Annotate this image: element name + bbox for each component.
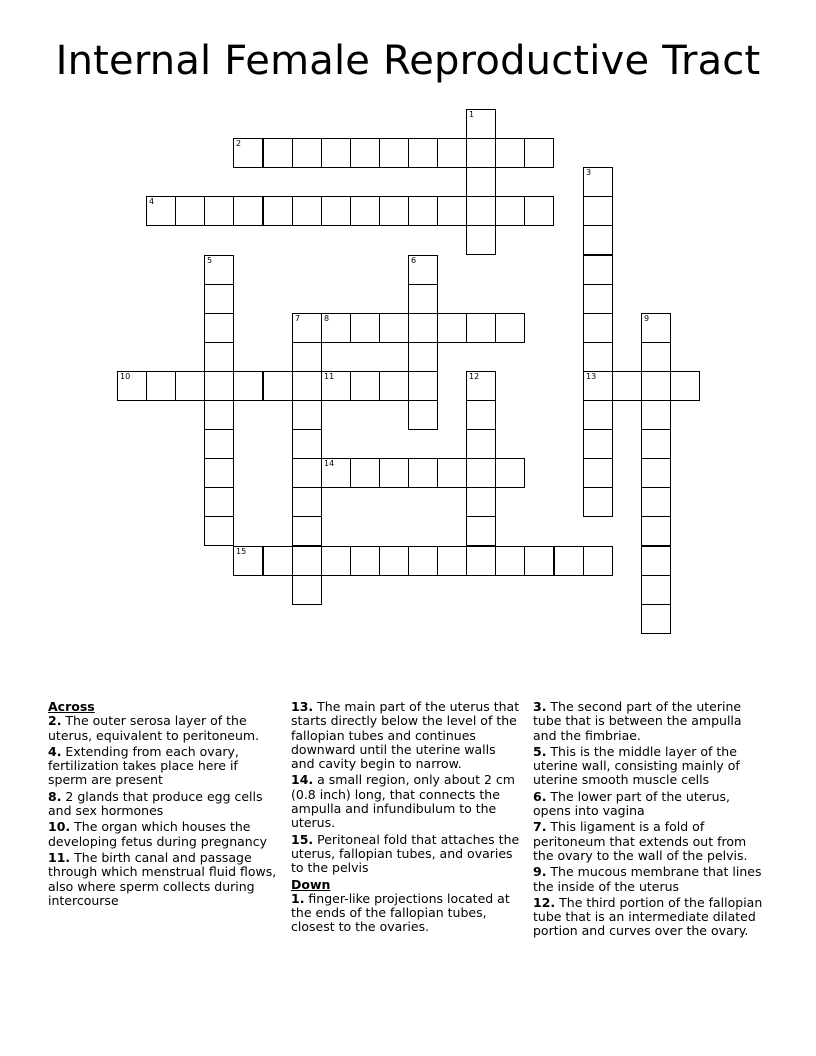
grid-cell[interactable]	[350, 371, 380, 401]
grid-cell[interactable]	[670, 371, 700, 401]
grid-cell[interactable]	[641, 400, 671, 430]
grid-cell[interactable]	[204, 516, 234, 546]
grid-cell[interactable]	[466, 167, 496, 197]
grid-cell[interactable]	[583, 371, 613, 401]
across-clue-10	[48, 820, 280, 849]
grid-cell[interactable]	[583, 429, 613, 459]
clue-text: finger-like projections located at the ends of the fallopian tubes, closest to the ovaries.	[291, 890, 510, 935]
grid-cell[interactable]	[495, 546, 525, 576]
grid-cell[interactable]	[204, 342, 234, 372]
puzzle-title: Internal Female Reproductive Tract	[55, 38, 761, 84]
grid-cell[interactable]	[466, 371, 496, 401]
down-clue-3	[533, 700, 768, 743]
clue-number: 7.	[533, 819, 547, 835]
grid-cell[interactable]	[292, 400, 322, 430]
grid-cell[interactable]	[321, 458, 351, 488]
grid-cell[interactable]	[292, 487, 322, 517]
clue-text: This is the middle layer of the uterine wall, consisting mainly of uterine smooth muscle cells	[533, 743, 740, 788]
grid-cell[interactable]	[641, 458, 671, 488]
grid-cell[interactable]	[437, 313, 467, 343]
grid-cell[interactable]	[408, 342, 438, 372]
grid-cell[interactable]	[292, 138, 322, 168]
clue-number-label: 15	[236, 547, 247, 556]
grid-cell[interactable]	[466, 487, 496, 517]
clue-number-label: 5	[207, 256, 213, 265]
grid-cell[interactable]	[175, 371, 205, 401]
grid-cell[interactable]	[379, 371, 409, 401]
across-clue-8	[48, 790, 280, 819]
grid-cell[interactable]	[292, 575, 322, 605]
grid-cell[interactable]	[263, 138, 293, 168]
clue-text: a small region, only about 2 cm (0.8 inch) long, that connects the ampulla and infundibulum to the uterus.	[291, 772, 515, 831]
grid-cell[interactable]	[466, 400, 496, 430]
grid-cell[interactable]	[263, 371, 293, 401]
clue-number: 9.	[533, 864, 547, 880]
grid-cell[interactable]	[204, 313, 234, 343]
clue-text: Extending from each ovary, fertilization takes place here if sperm are present	[48, 743, 239, 788]
grid-cell[interactable]	[583, 255, 613, 285]
grid-cell[interactable]	[233, 196, 263, 226]
grid-cell[interactable]	[321, 546, 351, 576]
grid-cell[interactable]	[583, 284, 613, 314]
clue-number-label: 1	[469, 110, 475, 119]
grid-cell[interactable]	[350, 138, 380, 168]
down-clue-6	[533, 790, 768, 819]
clue-text: The mucous membrane that lines the inside of the uterus	[533, 864, 762, 894]
clue-number-label: 4	[149, 197, 155, 206]
grid-cell[interactable]	[204, 458, 234, 488]
grid-cell[interactable]	[466, 225, 496, 255]
grid-cell[interactable]	[408, 196, 438, 226]
grid-cell[interactable]	[437, 196, 467, 226]
grid-cell[interactable]	[379, 546, 409, 576]
clue-number: 15.	[291, 831, 314, 847]
grid-cell[interactable]	[292, 342, 322, 372]
clue-number-label: 7	[295, 314, 301, 323]
grid-cell[interactable]	[466, 429, 496, 459]
grid-cell[interactable]	[379, 138, 409, 168]
grid-cell[interactable]	[583, 400, 613, 430]
clue-number-label: 3	[586, 168, 592, 177]
grid-cell[interactable]	[495, 313, 525, 343]
grid-cell[interactable]	[204, 371, 234, 401]
clues-column-1	[48, 700, 280, 910]
grid-cell[interactable]	[263, 546, 293, 576]
clue-number: 11.	[48, 849, 71, 865]
grid-cell[interactable]	[233, 546, 263, 576]
grid-cell[interactable]	[641, 604, 671, 634]
grid-cell[interactable]	[437, 138, 467, 168]
clue-number: 8.	[48, 788, 62, 804]
grid-cell[interactable]	[204, 284, 234, 314]
across-clue-15	[291, 833, 523, 876]
down-clue-7	[533, 820, 768, 863]
grid-cell[interactable]	[408, 138, 438, 168]
grid-cell[interactable]	[408, 458, 438, 488]
grid-cell[interactable]	[554, 546, 584, 576]
grid-cell[interactable]	[641, 342, 671, 372]
grid-cell[interactable]	[350, 196, 380, 226]
grid-cell[interactable]	[583, 487, 613, 517]
grid-cell[interactable]	[437, 458, 467, 488]
grid-cell[interactable]	[146, 196, 176, 226]
clue-text: This ligament is a fold of peritoneum that extends out from the ovary to the wall of the pelvis.	[533, 819, 748, 863]
grid-cell[interactable]	[583, 546, 613, 576]
clue-number-label: 8	[324, 314, 330, 323]
clue-text: Peritoneal fold that attaches the uterus, fallopian tubes, and ovaries to the pelvis	[291, 831, 520, 876]
clue-number: 10.	[48, 819, 71, 835]
grid-cell[interactable]	[583, 225, 613, 255]
grid-cell[interactable]	[321, 313, 351, 343]
grid-cell[interactable]	[466, 138, 496, 168]
grid-cell[interactable]	[350, 546, 380, 576]
clue-number: 12.	[533, 894, 556, 910]
grid-cell[interactable]	[612, 371, 642, 401]
clue-text: The birth canal and passage through which menstrual fluid flows, also where sperm collects during intercourse	[48, 849, 277, 908]
grid-cell[interactable]	[204, 196, 234, 226]
grid-cell[interactable]	[146, 371, 176, 401]
grid-cell[interactable]	[292, 458, 322, 488]
clues-column-2	[291, 700, 523, 937]
down-heading: Down	[291, 876, 331, 892]
grid-cell[interactable]	[292, 546, 322, 576]
grid-cell[interactable]	[321, 196, 351, 226]
grid-cell[interactable]	[408, 255, 438, 285]
clues-column-3	[533, 700, 768, 941]
clue-number-label: 6	[411, 256, 417, 265]
grid-cell[interactable]	[583, 167, 613, 197]
grid-cell[interactable]	[233, 138, 263, 168]
grid-cell[interactable]	[292, 196, 322, 226]
grid-cell[interactable]	[583, 342, 613, 372]
clue-text: The lower part of the uterus, opens into vagina	[533, 788, 730, 819]
across-clue-2	[48, 714, 280, 743]
grid-cell[interactable]	[204, 487, 234, 517]
clue-number-label: 2	[236, 139, 242, 148]
grid-cell[interactable]	[117, 371, 147, 401]
grid-cell[interactable]	[466, 196, 496, 226]
grid-cell[interactable]	[641, 487, 671, 517]
grid-cell[interactable]	[292, 516, 322, 546]
clue-text: The organ which houses the developing fetus during pregnancy	[48, 819, 267, 849]
down-clue-12	[533, 896, 768, 939]
across-clue-4	[48, 745, 280, 788]
clue-number: 13.	[291, 699, 314, 714]
grid-cell[interactable]	[641, 546, 671, 576]
clue-number: 1.	[291, 890, 305, 906]
grid-cell[interactable]	[466, 109, 496, 139]
clue-text: The main part of the uterus that starts directly below the level of the fallopian tubes and continues downward until the uterine walls and cavity begin to narrow.	[291, 699, 520, 772]
clue-number: 2.	[48, 713, 62, 729]
grid-cell[interactable]	[466, 313, 496, 343]
grid-cell[interactable]	[408, 284, 438, 314]
grid-cell[interactable]	[379, 458, 409, 488]
grid-cell[interactable]	[204, 255, 234, 285]
across-clue-13	[291, 700, 523, 771]
grid-cell[interactable]	[641, 516, 671, 546]
down-clue-1	[291, 892, 523, 935]
grid-cell[interactable]	[292, 371, 322, 401]
across-clue-14	[291, 773, 523, 830]
grid-cell[interactable]	[175, 196, 205, 226]
grid-cell[interactable]	[408, 400, 438, 430]
grid-cell[interactable]	[641, 429, 671, 459]
clue-text: The third portion of the fallopian tube that is an intermediate dilated portion and curves over the ovary.	[533, 894, 763, 939]
grid-cell[interactable]	[466, 516, 496, 546]
clue-text: The outer serosa layer of the uterus, equivalent to peritoneum.	[48, 713, 260, 743]
down-clue-9	[533, 865, 768, 894]
clue-number-label: 14	[324, 459, 335, 468]
grid-cell[interactable]	[233, 371, 263, 401]
grid-cell[interactable]	[524, 196, 554, 226]
grid-cell[interactable]	[408, 313, 438, 343]
clue-number: 14.	[291, 772, 314, 788]
grid-cell[interactable]	[641, 313, 671, 343]
grid-cell[interactable]	[379, 196, 409, 226]
grid-cell[interactable]	[350, 313, 380, 343]
grid-cell[interactable]	[583, 196, 613, 226]
grid-cell[interactable]	[292, 429, 322, 459]
clue-text: 2 glands that produce egg cells and sex hormones	[48, 788, 263, 819]
grid-cell[interactable]	[379, 313, 409, 343]
grid-cell[interactable]	[321, 371, 351, 401]
clue-number-label: 10	[120, 372, 131, 381]
clue-text: The second part of the uterine tube that is between the ampulla and the fimbriae.	[533, 699, 742, 743]
grid-cell[interactable]	[524, 138, 554, 168]
grid-cell[interactable]	[437, 546, 467, 576]
clue-number: 4.	[48, 743, 62, 759]
clue-number: 6.	[533, 788, 547, 804]
grid-cell[interactable]	[466, 546, 496, 576]
grid-cell[interactable]	[495, 138, 525, 168]
grid-cell[interactable]	[321, 138, 351, 168]
grid-cell[interactable]	[583, 313, 613, 343]
grid-cell[interactable]	[466, 458, 496, 488]
grid-cell[interactable]	[641, 371, 671, 401]
clue-number-label: 11	[324, 372, 335, 381]
clue-number-label: 9	[644, 314, 650, 323]
grid-cell[interactable]	[263, 196, 293, 226]
grid-cell[interactable]	[495, 196, 525, 226]
down-clue-5	[533, 745, 768, 788]
across-heading: Across	[48, 699, 95, 714]
clue-number-label: 12	[469, 372, 480, 381]
grid-cell[interactable]	[204, 429, 234, 459]
across-clue-11	[48, 851, 280, 908]
grid-cell[interactable]	[583, 458, 613, 488]
grid-cell[interactable]	[641, 575, 671, 605]
grid-cell[interactable]	[495, 458, 525, 488]
grid-cell[interactable]	[204, 400, 234, 430]
grid-cell[interactable]	[292, 313, 322, 343]
clue-number-label: 13	[586, 372, 597, 381]
clue-number: 5.	[533, 743, 547, 759]
clue-number: 3.	[533, 699, 547, 714]
grid-cell[interactable]	[408, 546, 438, 576]
grid-cell[interactable]	[524, 546, 554, 576]
grid-cell[interactable]	[408, 371, 438, 401]
grid-cell[interactable]	[350, 458, 380, 488]
